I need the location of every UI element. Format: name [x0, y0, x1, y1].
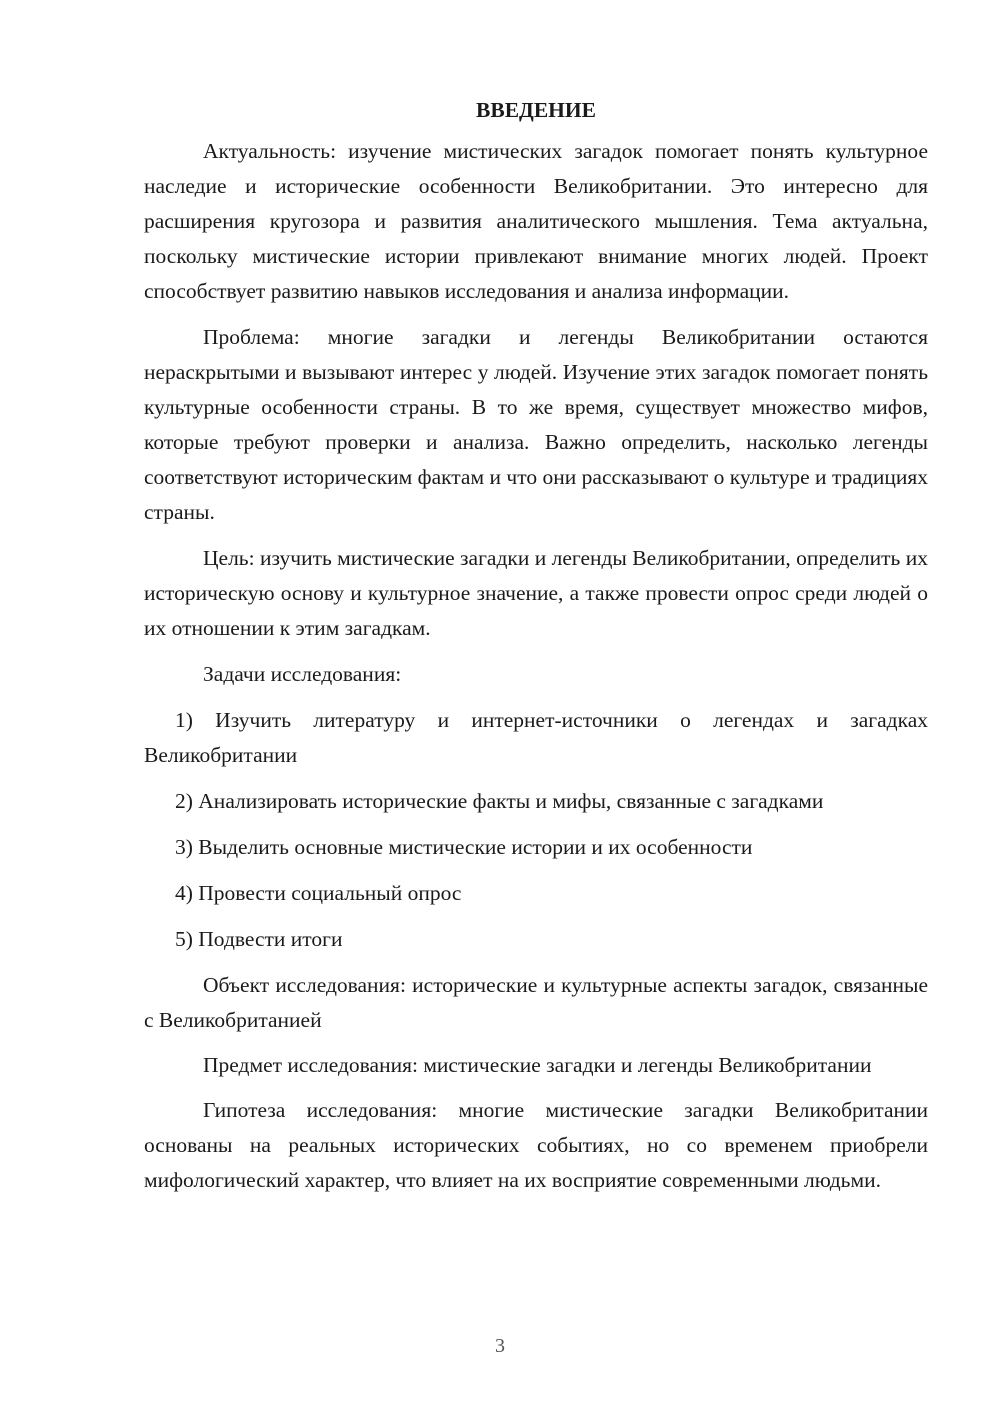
task-item-2: 2) Анализировать исторические факты и мифы, связанные с загадками — [175, 789, 824, 813]
paragraph-object: Объект исследования: исторические и культурные аспекты загадок, связанные с Великобританией — [144, 973, 928, 1032]
task-item-5: 5) Подвести итоги — [175, 927, 343, 951]
tasks-heading: Задачи исследования: — [203, 662, 402, 686]
document-page — [144, 92, 928, 1208]
task-item-1: 1) Изучить литературу и интернет-источники о легендах и загадках Великобритании — [144, 708, 928, 767]
paragraph-goal: Цель: изучить мистические загадки и легенды Великобритании, определить их историческую основу и культурное значение, а также провести опрос среди людей о их отношении к этим загадкам. — [144, 546, 928, 640]
paragraph-problem: Проблема: многие загадки и легенды Великобритании остаются нераскрытыми и вызывают интерес у людей. Изучение этих загадок помогает понять культурные особенности страны. В то же время, существует множество мифов, которые требуют проверки и анализа. Важно определить, насколько легенды соответствуют историческим фактам и что они рассказывают о культуре и традициях страны. — [144, 325, 928, 524]
paragraph-relevance: Актуальность: изучение мистических загадок помогает понять культурное наследие и исторические особенности Великобритании. Это интересно для расширения кругозора и развития аналитического мышления. Тема актуальна, поскольку мистические истории привлекают внимание многих людей. Проект способствует развитию навыков исследования и анализа информации. — [144, 139, 928, 303]
task-item-4: 4) Провести социальный опрос — [175, 881, 462, 905]
page-title: ВВЕДЕНИЕ — [476, 98, 596, 122]
task-item-3: 3) Выделить основные мистические истории и их особенности — [175, 835, 753, 859]
paragraph-hypothesis: Гипотеза исследования: многие мистические загадки Великобритании основаны на реальных исторических событиях, но со временем приобрели мифологический характер, что влияет на их восприятие современными людьми. — [144, 1098, 928, 1192]
paragraph-subject: Предмет исследования: мистические загадки и легенды Великобритании — [203, 1053, 872, 1077]
page-number: 3 — [495, 1335, 505, 1357]
